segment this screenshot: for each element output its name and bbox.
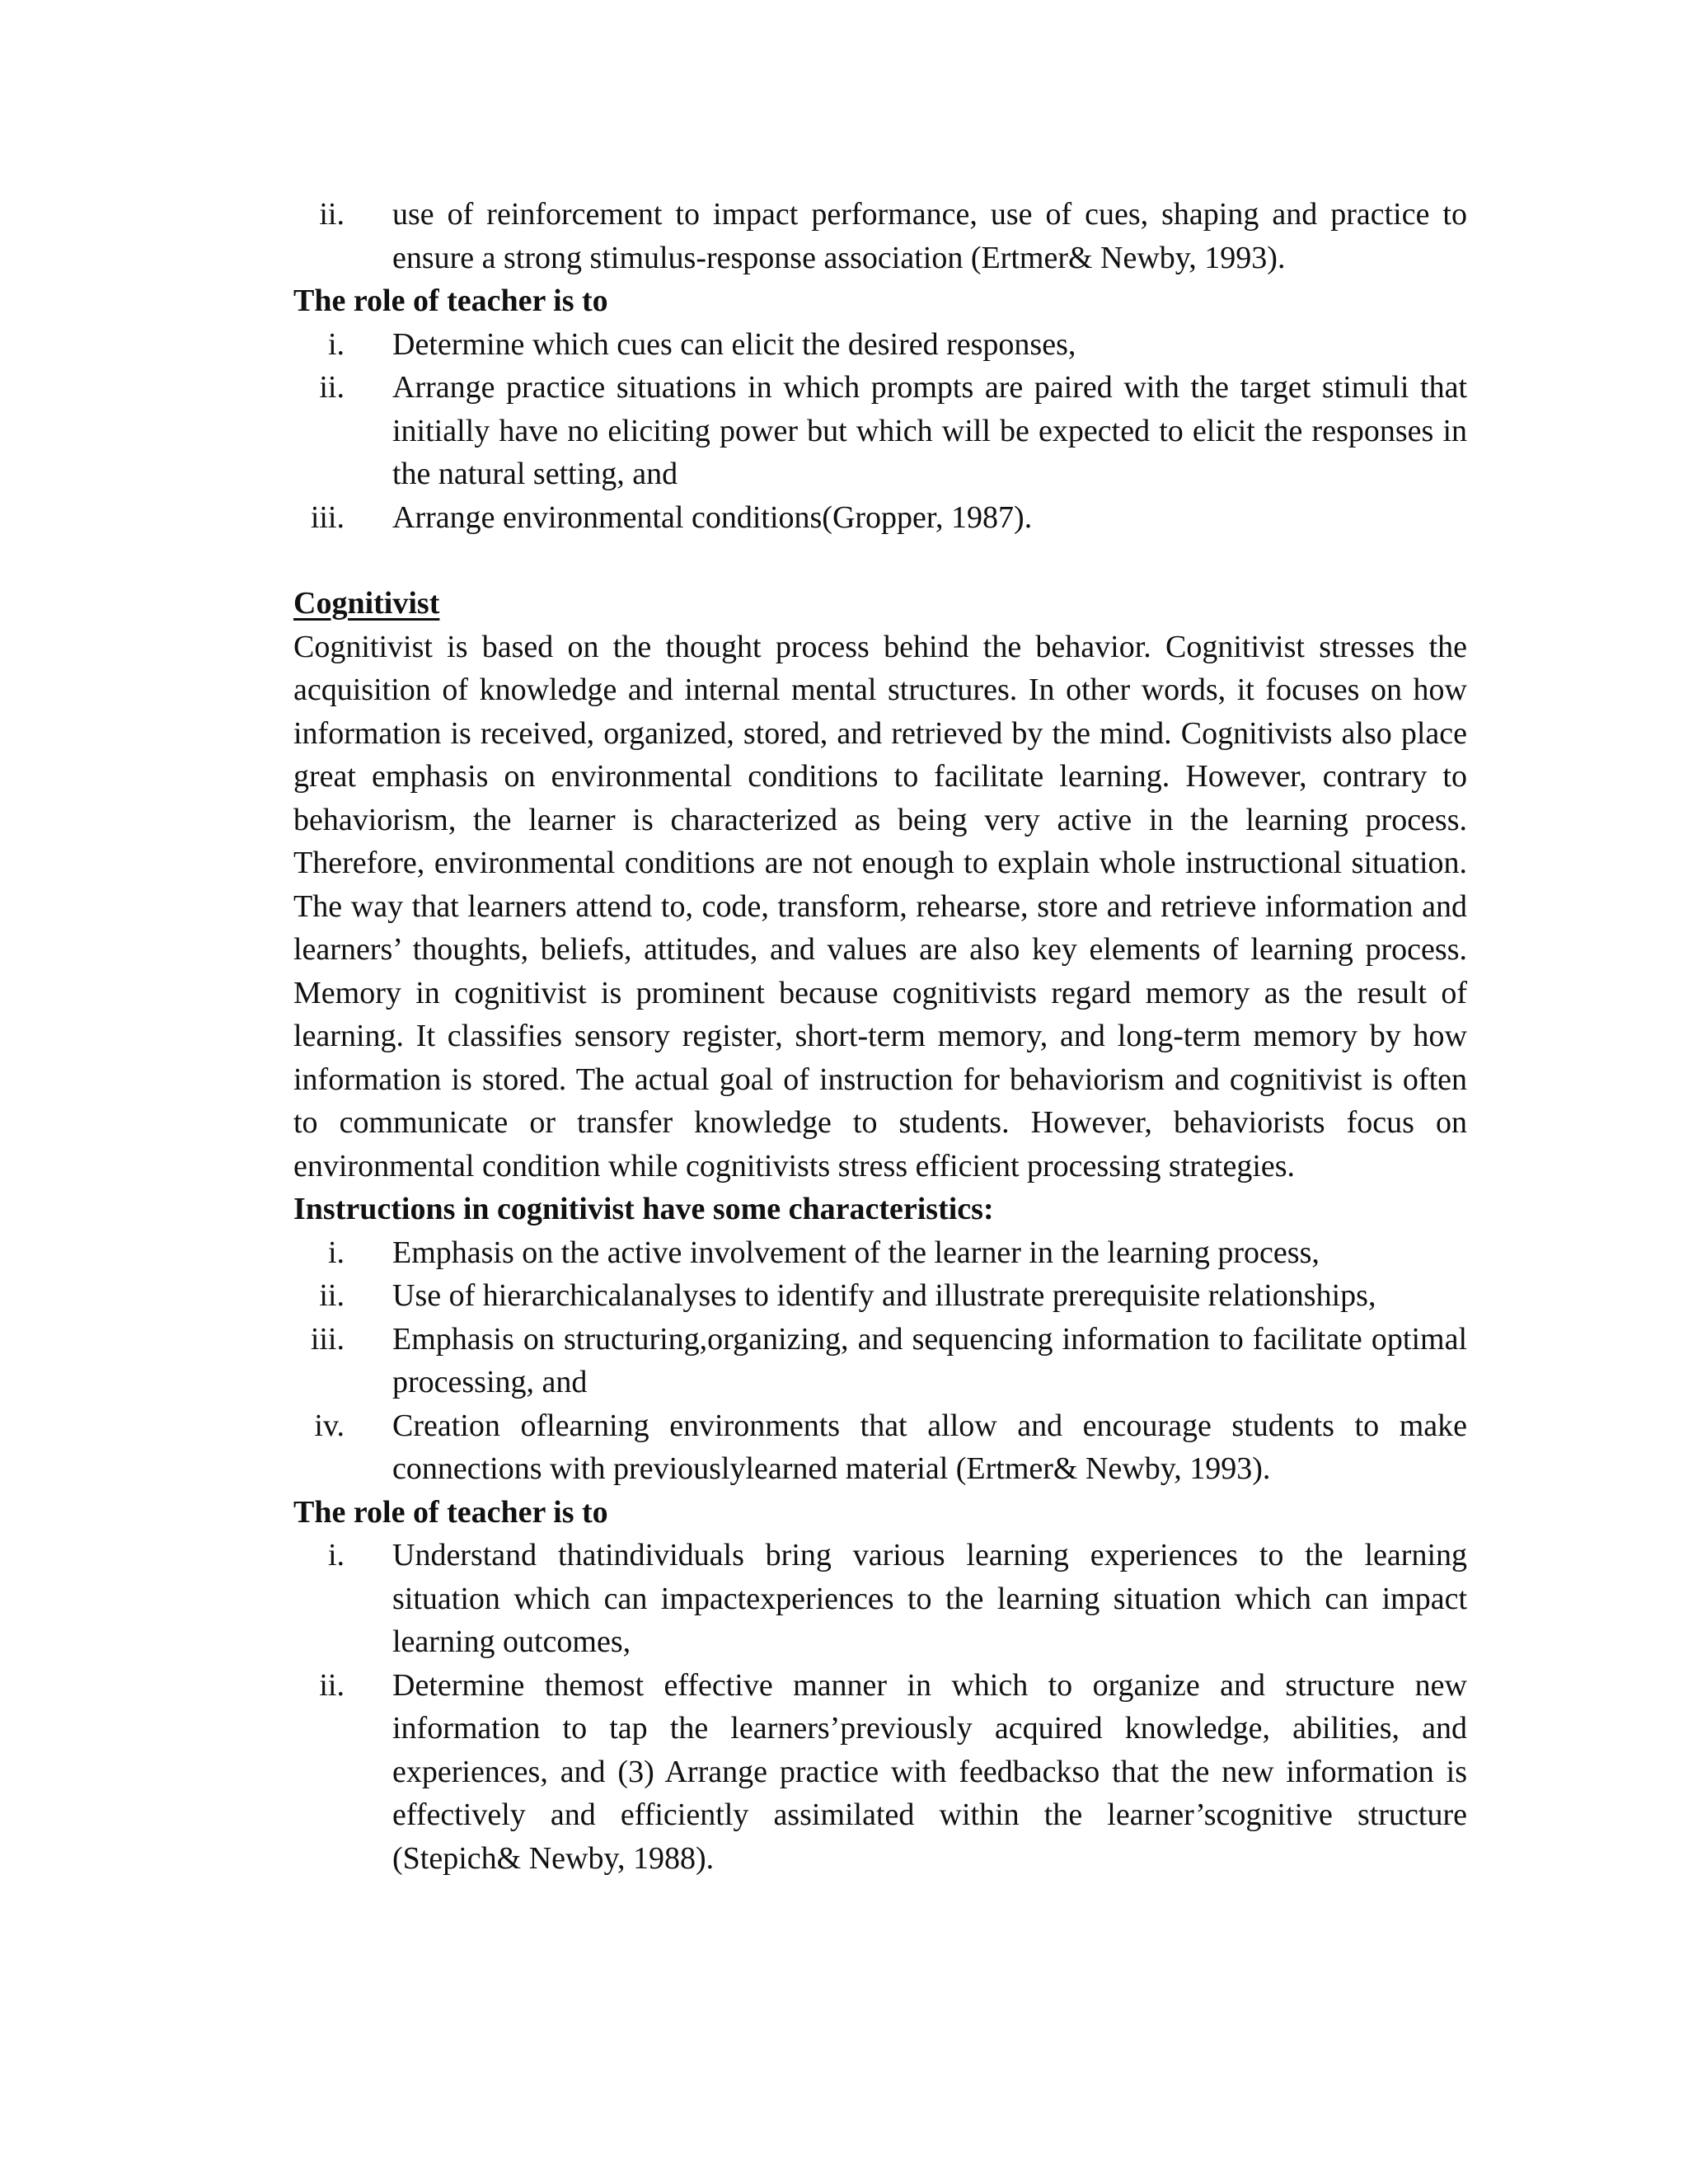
list-number: iii. bbox=[310, 1321, 345, 1357]
body-paragraph: Cognitivist is based on the thought process behind the behavior. Cognitivist stresses the acquisition of knowledge and internal mental structures. In other words, it focuses on how information is received, organized, stored, and retrieved by the mind. Cognitivists also place great emphasis on environmental conditions to facilitate learning. However, contrary to behaviorism, the learner is characterized as being very active in the learning process. Therefore, environmental conditions are not enough to explain whole instructional situation. The way that learners attend to, code, transform, rehearse, store and retrieve information and learners’ thoughts, beliefs, attitudes, and values are also key elements of learning process. Memory in cognitivist is prominent because cognitivists regard memory as the result of learning. It classifies sensory register, short-term memory, and long-term memory by how information is stored. The actual goal of instruction for behaviorism and cognitivist is often to communicate or transfer knowledge to students. However, behaviorists focus on environmental condition while cognitivists stress efficient processing strategies. bbox=[293, 629, 1467, 1183]
list-item bbox=[293, 323, 1467, 367]
behaviorist-list-continued bbox=[293, 193, 1467, 279]
list-item bbox=[293, 1664, 1467, 1881]
list-number: iv. bbox=[314, 1408, 345, 1443]
list-number: i. bbox=[327, 326, 345, 362]
list-item bbox=[293, 1274, 1467, 1318]
list-number: ii. bbox=[319, 1278, 345, 1313]
list-item bbox=[293, 1404, 1467, 1491]
list-text: use of reinforcement to impact performance, use of cues, shaping and practice to ensure a strong stimulus-response association (Ertmer& Newby, 1993). bbox=[392, 197, 1467, 275]
list-item bbox=[293, 1318, 1467, 1404]
list-item bbox=[293, 1231, 1467, 1275]
list-number: ii. bbox=[319, 370, 345, 405]
list-item bbox=[293, 1534, 1467, 1664]
teacher-role-list bbox=[293, 323, 1467, 540]
instructions-list bbox=[293, 1231, 1467, 1491]
teacher-role-heading: The role of teacher is to bbox=[293, 284, 608, 318]
list-text: Understand thatindividuals bring various learning experiences to the learning situation which can impactexperiences to the learning situation which can impact learning outcomes, bbox=[392, 1538, 1467, 1659]
list-item bbox=[293, 366, 1467, 496]
list-number: ii. bbox=[319, 1667, 345, 1703]
list-item bbox=[293, 496, 1467, 540]
list-text: Creation oflearning environments that allow and encourage students to make connections with previouslylearned material (Ertmer& Newby, 1993). bbox=[392, 1408, 1467, 1486]
teacher-role-list bbox=[293, 1534, 1467, 1880]
list-text: Use of hierarchicalanalyses to identify and illustrate prerequisite relationships, bbox=[392, 1278, 1376, 1313]
list-number: i. bbox=[327, 1538, 345, 1572]
list-number: i. bbox=[327, 1235, 345, 1270]
list-text: Arrange environmental conditions(Gropper, 1987). bbox=[392, 499, 1033, 535]
list-item bbox=[293, 193, 1467, 279]
list-text: Arrange practice situations in which prompts are paired with the target stimuli that initially have no eliciting power but which will be expected to elicit the responses in the natural setting, and bbox=[392, 370, 1467, 491]
list-text: Determine themost effective manner in which to organize and structure new information to tap the learners’previously acquired knowledge, abilities, and experiences, and (3) Arrange practice with feedbackso that the new information is effectively and efficiently assimilated within the learner’scognitive structure (Stepich& Newby, 1988). bbox=[392, 1667, 1467, 1876]
section-title: Cognitivist bbox=[293, 586, 440, 621]
instructions-heading: Instructions in cognitivist have some characteristics: bbox=[293, 1192, 994, 1226]
list-text: Emphasis on structuring,organizing, and sequencing information to facilitate optimal processing, and bbox=[392, 1321, 1467, 1399]
list-text: Emphasis on the active involvement of the learner in the learning process, bbox=[392, 1235, 1320, 1270]
list-number: iii. bbox=[310, 499, 345, 535]
list-number: ii. bbox=[319, 197, 345, 232]
teacher-role-heading: The role of teacher is to bbox=[293, 1494, 608, 1530]
list-text: Determine which cues can elicit the desired responses, bbox=[392, 326, 1076, 362]
document-page bbox=[293, 193, 1467, 1880]
